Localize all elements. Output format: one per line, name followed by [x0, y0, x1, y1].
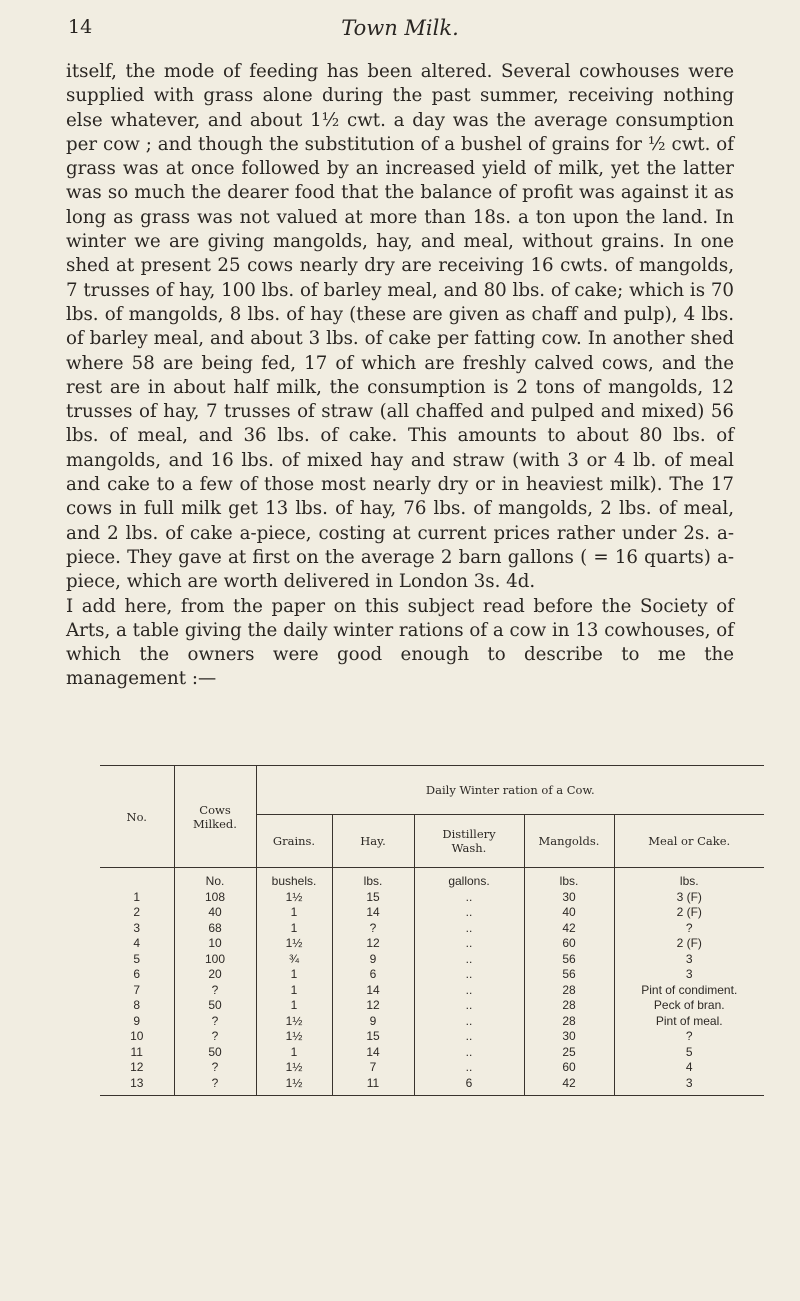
cell-distillery: ..: [414, 983, 524, 999]
cell-meal: 4: [614, 1060, 764, 1076]
cell-no: 12: [130, 1060, 144, 1074]
cell-grains: 1½: [256, 1076, 332, 1096]
cell-no: 6: [133, 967, 141, 981]
cell-grains: 1: [256, 967, 332, 983]
cell-mangolds: 25: [524, 1045, 614, 1061]
table-row: [100, 1045, 764, 1061]
cell-meal: 2 (F): [614, 905, 764, 921]
cell-meal: Pint of meal.: [614, 1014, 764, 1030]
cell-hay: 14: [332, 983, 414, 999]
cell-no: 9: [133, 1013, 141, 1028]
col-header-distillery: Distillery Wash.: [414, 815, 524, 868]
cell-hay: 6: [332, 967, 414, 983]
cell-no: 4: [133, 936, 141, 950]
cell-hay: 14: [332, 905, 414, 921]
cell-grains: ¾: [256, 952, 332, 968]
unit-cows: No.: [174, 868, 256, 890]
cell-distillery: ..: [414, 967, 524, 983]
cell-meal: 3: [614, 967, 764, 983]
cell-hay: ?: [332, 921, 414, 937]
cell-distillery: ..: [414, 1029, 524, 1045]
cell-mangolds: 60: [524, 1060, 614, 1076]
cell-cows: 68: [174, 921, 256, 937]
cell-mangolds: 42: [524, 1076, 614, 1096]
cell-meal: ?: [614, 1029, 764, 1045]
table-body: [100, 868, 764, 1096]
cell-grains: 1: [256, 1045, 332, 1061]
cell-mangolds: 30: [524, 1029, 614, 1045]
cell-distillery: ..: [414, 1014, 524, 1030]
cell-grains: 1½: [256, 1014, 332, 1030]
cell-hay: 7: [332, 1060, 414, 1076]
cell-distillery: ..: [414, 936, 524, 952]
cell-cows: 40: [174, 905, 256, 921]
col-header-cows: Cows Milked.: [174, 766, 256, 868]
cell-cows: 108: [174, 890, 256, 906]
cell-grains: 1: [256, 998, 332, 1014]
table-row: [100, 921, 764, 937]
cell-distillery: ..: [414, 1060, 524, 1076]
table-row: [100, 936, 764, 952]
cell-distillery: ..: [414, 921, 524, 937]
cell-cows: 10: [174, 936, 256, 952]
cell-mangolds: 30: [524, 890, 614, 906]
col-header-hay: Hay.: [332, 815, 414, 868]
cell-hay: 9: [332, 952, 414, 968]
cell-hay: 9: [332, 1014, 414, 1030]
cell-no: 3: [133, 920, 141, 935]
cell-cows: ?: [174, 1029, 256, 1045]
cell-hay: 12: [332, 936, 414, 952]
col-header-meal: Meal or Cake.: [614, 815, 764, 868]
running-title: Town Milk.: [341, 16, 459, 40]
table-row: [100, 952, 764, 968]
cell-grains: 1½: [256, 1029, 332, 1045]
page-header: [68, 16, 732, 42]
cell-cows: 50: [174, 1045, 256, 1061]
cell-mangolds: 28: [524, 983, 614, 999]
cell-no: 8: [133, 998, 141, 1012]
cell-cows: ?: [174, 1060, 256, 1076]
cell-mangolds: 42: [524, 921, 614, 937]
cell-grains: 1½: [256, 890, 332, 906]
unit-distillery: gallons.: [414, 868, 524, 890]
cell-distillery: ..: [414, 1045, 524, 1061]
table-row: [100, 1029, 764, 1045]
cell-grains: 1½: [256, 1060, 332, 1076]
table-row: [100, 967, 764, 983]
unit-no: [100, 868, 174, 890]
cell-meal: Pint of condiment.: [614, 983, 764, 999]
cell-mangolds: 40: [524, 905, 614, 921]
cell-distillery: ..: [414, 890, 524, 906]
cell-cows: 20: [174, 967, 256, 983]
cell-meal: Peck of bran.: [614, 998, 764, 1014]
cell-mangolds: 28: [524, 998, 614, 1014]
cell-meal: 3: [614, 952, 764, 968]
cell-mangolds: 60: [524, 936, 614, 952]
unit-mangolds: lbs.: [524, 868, 614, 890]
cell-mangolds: 28: [524, 1014, 614, 1030]
cell-cows: 100: [174, 952, 256, 968]
cell-no: 10: [130, 1029, 144, 1043]
cell-distillery: ..: [414, 952, 524, 968]
table-row: [100, 905, 764, 921]
cell-meal: 2 (F): [614, 936, 764, 952]
cell-meal: 3 (F): [614, 890, 764, 906]
cell-distillery: ..: [414, 998, 524, 1014]
page-number: 14: [68, 16, 93, 38]
paragraph-2: I add here, from the paper on this subject read before the Society of Arts, a table giving the daily winter rations of a cow in 13 cowhouses, of which the owners were good enough to describe to me the management :—: [66, 595, 734, 690]
cell-cows: ?: [174, 1014, 256, 1030]
rations-table-wrapper: [100, 765, 764, 1096]
cell-hay: 15: [332, 890, 414, 906]
table-row: [100, 1060, 764, 1076]
cell-grains: 1: [256, 905, 332, 921]
col-header-no: No.: [100, 766, 174, 868]
cell-no: 2: [133, 905, 141, 919]
table-row: [100, 998, 764, 1014]
group-header-daily-ration: Daily Winter ration of a Cow.: [256, 766, 764, 815]
cell-no: 5: [133, 951, 141, 966]
table-row: [100, 890, 764, 906]
cell-no: 13: [130, 1075, 144, 1090]
cell-mangolds: 56: [524, 952, 614, 968]
cell-cows: ?: [174, 1076, 256, 1096]
cell-grains: 1½: [256, 936, 332, 952]
unit-hay: lbs.: [332, 868, 414, 890]
cell-meal: ?: [614, 921, 764, 937]
body-text: [66, 60, 734, 692]
table-row: [100, 983, 764, 999]
cell-hay: 11: [332, 1076, 414, 1096]
cell-hay: 15: [332, 1029, 414, 1045]
cell-distillery: ..: [414, 905, 524, 921]
cell-meal: 5: [614, 1045, 764, 1061]
cell-grains: 1: [256, 983, 332, 999]
cell-mangolds: 56: [524, 967, 614, 983]
table-row: [100, 1076, 764, 1096]
unit-grains: bushels.: [256, 868, 332, 890]
cell-no: 7: [133, 982, 141, 997]
col-header-grains: Grains.: [256, 815, 332, 868]
cell-grains: 1: [256, 921, 332, 937]
table-row: [100, 1014, 764, 1030]
units-row: [100, 868, 764, 890]
cell-no: 11: [130, 1044, 143, 1059]
paragraph-1: itself, the mode of feeding has been altered. Several cowhouses were supplied with grass alone during the past summer, receiving nothing else whatever, and about 1½ cwt. a day was the average consumption per cow ; and though the substitution of a bushel of grains for ½ cwt. of grass was at once followed by an increased yield of milk, yet the latter was so much the dearer food that the balance of profit was against it as long as grass was not valued at more than 18s. a ton upon the land. In winter we are giving mangolds, hay, and meal, without grains. In one shed at present 25 cows nearly dry are receiving 16 cwts. of mangolds, 7 trusses of hay, 100 lbs. of barley meal, and 80 lbs. of cake; which is 70 lbs. of mangolds, 8 lbs. of hay (these are given as chaff and pulp), 4 lbs. of barley meal, and about 3 lbs. of cake per fatting cow. In another shed where 58 are being fed, 17 of which are freshly calved cows, and the rest are in about half milk, the consumption is 2 tons of mangolds, 12 trusses of hay, 7 trusses of straw (all chaffed and pulped and mixed) 56 lbs. of meal, and 36 lbs. of cake. This amounts to about 80 lbs. of mangolds, and 16 lbs. of mixed hay and straw (with 3 or 4 lb. of meal and cake to a few of those most nearly dry or in heaviest milk). The 17 cows in full milk get 13 lbs. of hay, 76 lbs. of mangolds, 2 lbs. of meal, and 2 lbs. of cake a-piece, costing at current prices rather under 2s. a-piece. They gave at first on the average 2 barn gallons ( = 16 quarts) a-piece, which are worth delivered in London 3s. 4d.: [66, 61, 734, 593]
cell-distillery: 6: [414, 1076, 524, 1096]
rations-table: [100, 766, 764, 1095]
cell-meal: 3: [614, 1076, 764, 1096]
cell-hay: 14: [332, 1045, 414, 1061]
unit-meal: lbs.: [614, 868, 764, 890]
cell-no: 1: [133, 889, 141, 904]
col-header-mangolds: Mangolds.: [524, 815, 614, 868]
cell-hay: 12: [332, 998, 414, 1014]
cell-cows: 50: [174, 998, 256, 1014]
cell-cows: ?: [174, 983, 256, 999]
